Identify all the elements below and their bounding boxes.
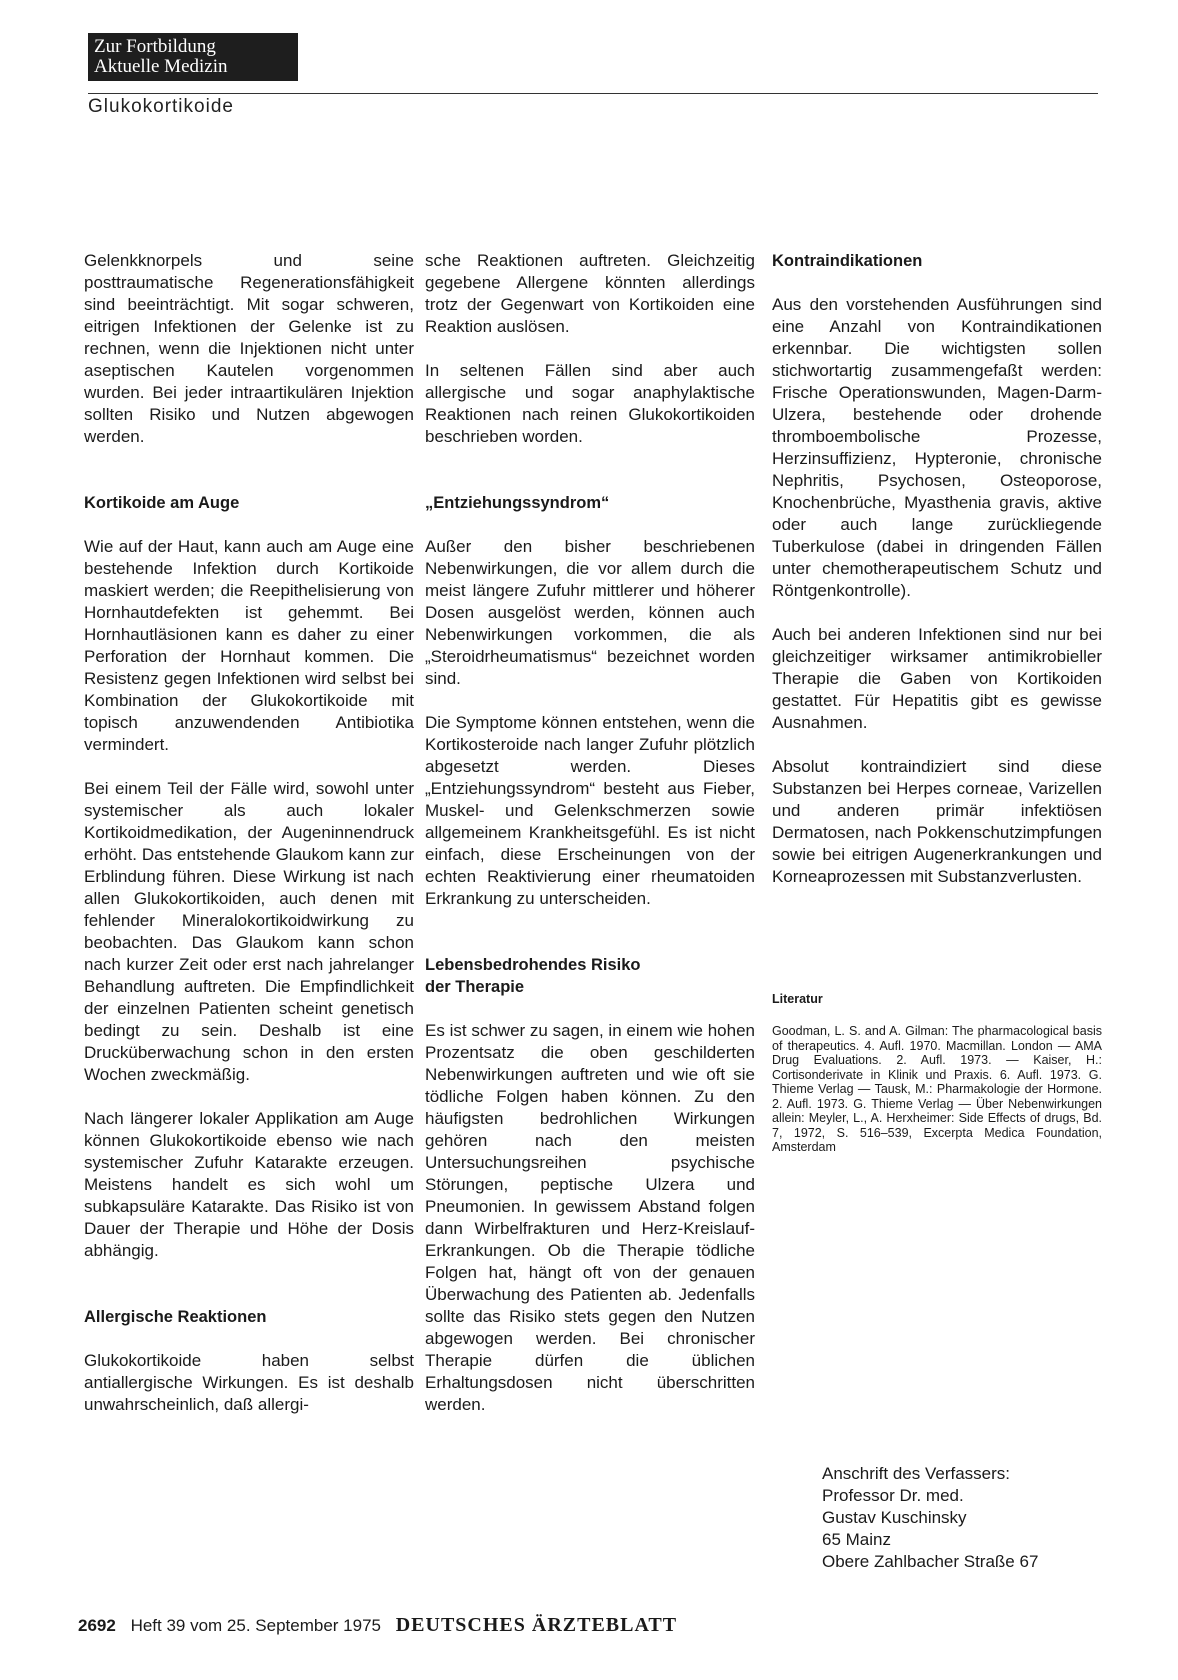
col3-paragraph-2: Auch bei anderen Infektionen sind nur bei gleichzeitiger wirksamer antimikrobieller Therapie die Gaben von Kortikoiden gestattet. Für Hepatitis gibt es gewisse Ausnahmen. xyxy=(772,625,1102,732)
col3-paragraph-3: Absolut kontraindiziert sind diese Substanzen bei Herpes corneae, Varizellen und anderen primär infektiösen Dermatosen, nach Pokkenschutzimpfungen sowie bei eitrigen Augenerkrankungen und Korneaprozessen mit Substanzverlusten. xyxy=(772,757,1102,886)
col1-paragraph-1: Gelenkknorpels und seine posttraumatische Regenerationsfähigkeit sind beeinträchtigt. Mit sogar schweren, eitrigen Infektionen der Gelenke ist zu rechnen, wenn die Injektionen nicht unter aseptischen Kautelen vorgenommen wurden. Bei jeder intraartikulären Injektion sollten Risiko und Nutzen abgewogen werden. xyxy=(84,251,414,446)
column-1 xyxy=(84,250,414,1416)
address-line-5: Obere Zahlbacher Straße 67 xyxy=(822,1552,1039,1571)
column-3 xyxy=(772,250,1102,1155)
literature-heading: Literatur xyxy=(772,992,823,1006)
header-rule xyxy=(88,93,1098,94)
col2-paragraph-5: Es ist schwer zu sagen, in einem wie hohen Prozentsatz die oben geschilderten Nebenwirkungen auftreten und wie oft sie tödliche Folgen haben können. Zu den häufigsten bedrohlichen Wirkungen gehören nach den meisten Untersuchungsreihen psychische Störungen, peptische Ulzera und Pneumonien. In gewissem Abstand folgen dann Wirbelfrakturen und Herz-Kreislauf-Erkrankungen. Ob die Therapie tödliche Folgen hat, hängt oft von der genauen Überwachung des Patienten ab. Jedenfalls sollte das Risiko stets gegen den Nutzen abgewogen werden. Bei chronischer Therapie dürfen die üblichen Erhaltungsdosen nicht überschritten werden. xyxy=(425,1021,755,1414)
article-topic: Glukokortikoide xyxy=(88,96,234,117)
heading-lebensbedrohendes-risiko xyxy=(425,954,755,998)
col1-paragraph-4: Nach längerer lokaler Applikation am Auge können Glukokortikoide ebenso wie nach systemischer Zufuhr Katarakte erzeugen. Meistens handelt es sich wohl um subkapsuläre Katarakte. Das Risiko ist von Dauer der Therapie und Höhe der Dosis abhängig. xyxy=(84,1109,414,1260)
col2-paragraph-2: In seltenen Fällen sind aber auch allergische und sogar anaphylaktische Reaktionen nach reinen Glukokortikoiden beschrieben worden. xyxy=(425,361,755,446)
issue-info: Heft 39 vom 25. September 1975 xyxy=(130,1616,381,1635)
author-address xyxy=(822,1463,1038,1573)
col1-paragraph-3: Bei einem Teil der Fälle wird, sowohl unter systemischer als auch lokaler Kortikoidmedikation, der Augeninnendruck erhöht. Das entstehende Glaukom kann zur Erblindung führen. Diese Wirkung ist nach allen Glukokortikoiden, auch denen mit fehlender Mineralokortikoidwirkung zu beobachten. Das Glaukom kann schon nach kurzer Zeit oder erst nach jahrelanger Behandlung auftreten. Die Empfindlichkeit der einzelnen Patienten scheint genetisch bedingt zu sein. Deshalb ist eine Drucküberwachung schon in den ersten Wochen zweckmäßig. xyxy=(84,779,414,1084)
literature-text: Goodman, L. S. and A. Gilman: The pharmacological basis of therapeutics. 4. Aufl. 1970. Macmillan. London — AMA Drug Evaluations. 2. Aufl. 1973. — Kaiser, H.: Cortisonderivate in Klinik und Praxis. 6. Aufl. 1973. G. Thieme Verlag — Tausk, M.: Pharmakologie der Hormone. 2. Aufl. 1973. G. Thieme Verlag — Über Nebenwirkungen allein: Meyler, L., A. Herxheimer: Side Effects of drugs, Bd. 7, 1972, S. 516–539, Excerpta Medica Foundation, Amsterdam xyxy=(772,1024,1102,1154)
page-number: 2692 xyxy=(78,1616,116,1635)
badge-line-1: Zur Fortbildung xyxy=(94,36,216,57)
col2-paragraph-1: sche Reaktionen auftreten. Gleichzeitig gegebene Allergene könnten allerdings trotz der Gegenwart von Kortikoiden eine Reaktion auslösen. xyxy=(425,251,755,336)
address-line-3: Gustav Kuschinsky xyxy=(822,1508,967,1527)
page-footer xyxy=(78,1614,677,1637)
journal-masthead: DEUTSCHES ÄRZTEBLATT xyxy=(395,1614,678,1636)
address-line-1: Anschrift des Verfassers: xyxy=(822,1464,1011,1483)
col1-paragraph-5: Glukokortikoide haben selbst antiallergische Wirkungen. Es ist deshalb unwahrscheinlich, daß allergi- xyxy=(84,1351,414,1414)
col2-paragraph-3: Außer den bisher beschriebenen Nebenwirkungen, die vor allem durch die meist längere Zufuhr mittlerer und höherer Dosen ausgelöst werden, können auch Nebenwirkungen vorkommen, die als „Steroidrheumatismus“ bezeichnet worden sind. xyxy=(425,537,755,688)
heading-kontraindikationen: Kontraindikationen xyxy=(772,252,923,270)
col2-paragraph-4: Die Symptome können entstehen, wenn die Kortikosteroide nach langer Zufuhr plötzlich abgesetzt werden. Dieses „Entziehungssyndrom“ besteht aus Fieber, Muskel- und Gelenkschmerzen sowie allgemeinem Krankheitsgefühl. Es ist nicht einfach, diese Erscheinungen von der echten Reaktivierung einer rheumatoiden Erkrankung zu unterscheiden. xyxy=(425,713,755,908)
heading-entziehungssyndrom: „Entziehungssyndrom“ xyxy=(425,494,610,512)
heading-allergische-reaktionen: Allergische Reaktionen xyxy=(84,1308,267,1326)
col3-paragraph-1: Aus den vorstehenden Ausführungen sind eine Anzahl von Kontraindikationen erkennbar. Die wichtigsten sollen stichwortartig zusammengefaßt werden: Frische Operationswunden, Magen-Darm-Ulzera, bestehende oder drohende thromboembolische Prozesse, Herzinsuffizienz, Hypteronie, chronische Nephritis, Psychosen, Osteoporose, Knochenbrüche, Myasthenia gravis, aktive oder auch lange zurückliegende Tuberkulose (dabei in dringenden Fällen unter chemotherapeutischem Schutz und Röntgenkontrolle). xyxy=(772,295,1102,600)
heading-risiko-line-2: der Therapie xyxy=(425,978,525,996)
address-line-2: Professor Dr. med. xyxy=(822,1486,964,1505)
section-badge xyxy=(88,33,298,81)
heading-risiko-line-1: Lebensbedrohendes Risiko xyxy=(425,956,641,974)
col1-paragraph-2: Wie auf der Haut, kann auch am Auge eine bestehende Infektion durch Kortikoide maskiert werden; die Reepithelisierung von Hornhautdefekten ist gehemmt. Bei Hornhautläsionen kann es daher zu einer Perforation der Hornhaut kommen. Die Resistenz gegen Infektionen wird selbst bei Kombination der Glukokortikoide mit topisch anzuwendenden Antibiotika vermindert. xyxy=(84,537,414,754)
address-line-4: 65 Mainz xyxy=(822,1530,891,1549)
heading-kortikoide-auge: Kortikoide am Auge xyxy=(84,494,240,512)
badge-line-2: Aktuelle Medizin xyxy=(94,56,228,77)
column-2 xyxy=(425,250,755,1416)
